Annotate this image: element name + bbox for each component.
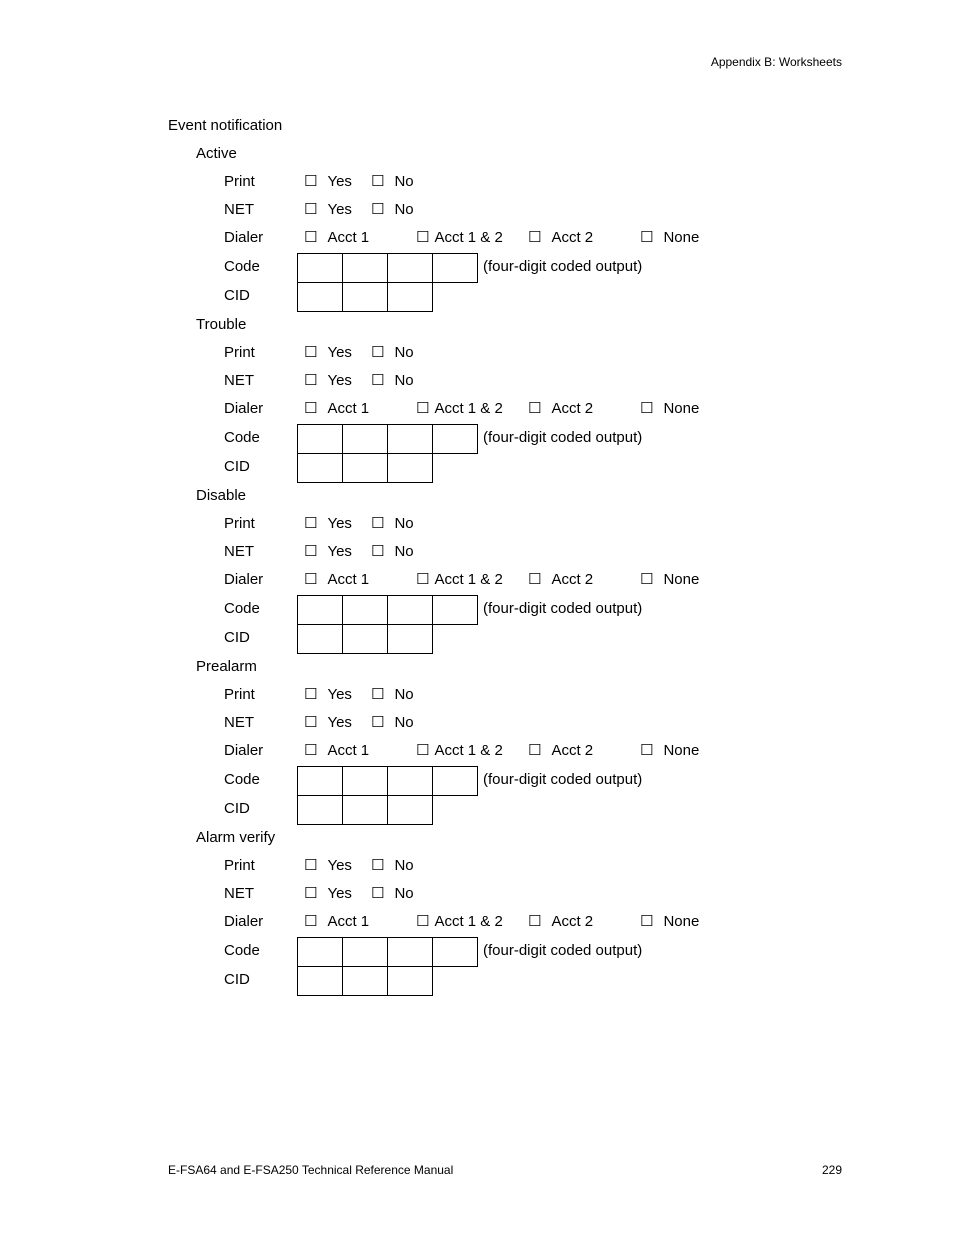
dialer-label: Dialer	[224, 742, 264, 759]
checkbox-icon: ☐	[371, 372, 385, 389]
net-no-option[interactable]	[371, 714, 414, 732]
dialer-acct2-option[interactable]	[528, 913, 593, 931]
dialer-acct2-option[interactable]	[528, 571, 593, 589]
option-label: No	[394, 885, 414, 902]
net-yes-option[interactable]	[304, 372, 352, 390]
print-no-option[interactable]	[371, 857, 414, 875]
dialer-row	[0, 907, 954, 935]
print-no-option[interactable]	[371, 344, 414, 362]
code-note: (four-digit coded output)	[483, 429, 643, 446]
dialer-acct12-option[interactable]	[416, 742, 503, 760]
dialer-acct2-option[interactable]	[528, 229, 593, 247]
cid-label: CID	[224, 458, 250, 475]
dialer-acct12-option[interactable]	[416, 229, 503, 247]
print-row	[0, 509, 954, 537]
cid-digit-cell[interactable]	[387, 282, 433, 312]
cid-cells	[297, 624, 433, 654]
code-cells	[297, 766, 478, 796]
event-section-prealarm	[0, 652, 954, 823]
code-digit-cell[interactable]	[297, 937, 343, 967]
code-digit-cell[interactable]	[342, 937, 388, 967]
checkbox-icon: ☐	[304, 913, 318, 930]
code-digit-cell[interactable]	[432, 253, 478, 283]
checkbox-icon: ☐	[371, 173, 385, 190]
print-row	[0, 338, 954, 366]
print-no-option[interactable]	[371, 515, 414, 533]
net-row	[0, 537, 954, 565]
option-label: Acct 2	[551, 571, 594, 588]
print-no-option[interactable]	[371, 686, 414, 704]
code-label: Code	[224, 942, 260, 959]
code-cells	[297, 424, 478, 454]
option-label: Yes	[327, 173, 352, 190]
checkbox-icon: ☐	[640, 571, 654, 588]
dialer-acct12-option[interactable]	[416, 913, 503, 931]
cid-digit-cell[interactable]	[387, 453, 433, 483]
net-yes-option[interactable]	[304, 543, 352, 561]
page-number: 229	[821, 1163, 842, 1177]
checkbox-icon: ☐	[304, 515, 318, 532]
checkbox-icon: ☐	[304, 742, 318, 759]
dialer-acct2-option[interactable]	[528, 742, 593, 760]
code-digit-cell[interactable]	[297, 595, 343, 625]
cid-digit-cell[interactable]	[297, 624, 343, 654]
cid-cells	[297, 453, 433, 483]
option-label: None	[663, 913, 700, 930]
checkbox-icon: ☐	[528, 571, 542, 588]
option-label: None	[663, 400, 700, 417]
print-no-option[interactable]	[371, 173, 414, 191]
checkbox-icon: ☐	[304, 857, 318, 874]
checkbox-icon: ☐	[528, 400, 542, 417]
footer-manual-title: E-FSA64 and E-FSA250 Technical Reference Manual	[168, 1163, 454, 1177]
net-yes-option[interactable]	[304, 885, 352, 903]
code-row	[0, 424, 954, 452]
cid-digit-cell[interactable]	[387, 624, 433, 654]
page-title: Event notification	[168, 117, 283, 134]
cid-digit-cell[interactable]	[387, 966, 433, 996]
section-label: Prealarm	[196, 658, 257, 675]
option-label: Yes	[327, 857, 352, 874]
option-label: No	[394, 372, 414, 389]
checkbox-icon: ☐	[371, 515, 385, 532]
print-yes-option[interactable]	[304, 173, 352, 191]
event-section-disable	[0, 481, 954, 652]
option-label: Acct 1 & 2	[434, 400, 503, 417]
event-section-alarm-verify	[0, 823, 954, 994]
net-row	[0, 879, 954, 907]
option-label: Acct 2	[551, 229, 594, 246]
checkbox-icon: ☐	[304, 714, 318, 731]
code-digit-cell[interactable]	[342, 766, 388, 796]
checkbox-icon: ☐	[304, 372, 318, 389]
checkbox-icon: ☐	[640, 742, 654, 759]
code-label: Code	[224, 771, 260, 788]
event-section-trouble	[0, 310, 954, 481]
net-label: NET	[224, 372, 254, 389]
option-label: Acct 2	[551, 913, 594, 930]
code-digit-cell[interactable]	[432, 766, 478, 796]
code-digit-cell[interactable]	[387, 253, 433, 283]
net-no-option[interactable]	[371, 543, 414, 561]
option-label: Acct 1	[327, 229, 370, 246]
code-cells	[297, 253, 478, 283]
checkbox-icon: ☐	[416, 742, 430, 759]
option-label: Yes	[327, 372, 352, 389]
option-label: No	[394, 686, 414, 703]
dialer-row	[0, 565, 954, 593]
dialer-acct12-option[interactable]	[416, 400, 503, 418]
option-label: None	[663, 229, 700, 246]
net-yes-option[interactable]	[304, 201, 352, 219]
cid-digit-cell[interactable]	[297, 453, 343, 483]
option-label: Acct 1 & 2	[434, 913, 503, 930]
code-row	[0, 937, 954, 965]
code-label: Code	[224, 600, 260, 617]
dialer-row	[0, 223, 954, 251]
cid-digit-cell[interactable]	[297, 282, 343, 312]
checkbox-icon: ☐	[371, 543, 385, 560]
checkbox-icon: ☐	[304, 173, 318, 190]
dialer-acct2-option[interactable]	[528, 400, 593, 418]
print-yes-option[interactable]	[304, 857, 352, 875]
dialer-none-option[interactable]	[640, 913, 699, 931]
section-label: Active	[196, 145, 237, 162]
print-yes-option[interactable]	[304, 686, 352, 704]
print-row	[0, 680, 954, 708]
cid-row	[0, 624, 954, 652]
dialer-acct1-option[interactable]	[304, 742, 369, 760]
cid-cells	[297, 282, 433, 312]
code-digit-cell[interactable]	[297, 424, 343, 454]
checkbox-icon: ☐	[304, 543, 318, 560]
cid-row	[0, 966, 954, 994]
option-label: Yes	[327, 543, 352, 560]
code-note: (four-digit coded output)	[483, 600, 643, 617]
checkbox-icon: ☐	[528, 742, 542, 759]
code-row	[0, 766, 954, 794]
option-label: No	[394, 201, 414, 218]
cid-row	[0, 795, 954, 823]
net-label: NET	[224, 543, 254, 560]
option-label: No	[394, 515, 414, 532]
code-cells	[297, 937, 478, 967]
section-label: Disable	[196, 487, 247, 504]
checkbox-icon: ☐	[416, 229, 430, 246]
dialer-acct1-option[interactable]	[304, 229, 369, 247]
option-label: Acct 1 & 2	[434, 742, 503, 759]
code-row	[0, 595, 954, 623]
checkbox-icon: ☐	[640, 913, 654, 930]
cid-digit-cell[interactable]	[342, 282, 388, 312]
print-label: Print	[224, 857, 255, 874]
checkbox-icon: ☐	[416, 400, 430, 417]
dialer-acct1-option[interactable]	[304, 400, 369, 418]
code-digit-cell[interactable]	[387, 424, 433, 454]
print-label: Print	[224, 344, 255, 361]
net-no-option[interactable]	[371, 201, 414, 219]
code-digit-cell[interactable]	[342, 424, 388, 454]
code-digit-cell[interactable]	[342, 253, 388, 283]
cid-label: CID	[224, 287, 250, 304]
section-label: Trouble	[196, 316, 247, 333]
code-digit-cell[interactable]	[387, 595, 433, 625]
dialer-label: Dialer	[224, 400, 264, 417]
net-label: NET	[224, 714, 254, 731]
code-digit-cell[interactable]	[432, 937, 478, 967]
cid-digit-cell[interactable]	[342, 453, 388, 483]
cid-digit-cell[interactable]	[297, 795, 343, 825]
section-label: Alarm verify	[196, 829, 276, 846]
print-row	[0, 167, 954, 195]
code-note: (four-digit coded output)	[483, 771, 643, 788]
print-label: Print	[224, 173, 255, 190]
dialer-row	[0, 736, 954, 764]
cid-label: CID	[224, 971, 250, 988]
code-row	[0, 253, 954, 281]
checkbox-icon: ☐	[371, 857, 385, 874]
print-label: Print	[224, 686, 255, 703]
code-digit-cell[interactable]	[297, 253, 343, 283]
net-no-option[interactable]	[371, 372, 414, 390]
cid-cells	[297, 966, 433, 996]
checkbox-icon: ☐	[304, 571, 318, 588]
dialer-label: Dialer	[224, 229, 264, 246]
checkbox-icon: ☐	[304, 229, 318, 246]
code-digit-cell[interactable]	[387, 937, 433, 967]
dialer-none-option[interactable]	[640, 742, 699, 760]
option-label: Acct 2	[551, 400, 594, 417]
dialer-label: Dialer	[224, 571, 264, 588]
dialer-none-option[interactable]	[640, 571, 699, 589]
code-note: (four-digit coded output)	[483, 258, 643, 275]
net-row	[0, 708, 954, 736]
dialer-label: Dialer	[224, 913, 264, 930]
code-digit-cell[interactable]	[297, 766, 343, 796]
net-no-option[interactable]	[371, 885, 414, 903]
checkbox-icon: ☐	[304, 885, 318, 902]
option-label: Yes	[327, 201, 352, 218]
print-label: Print	[224, 515, 255, 532]
page-header: Appendix B: Worksheets	[710, 55, 842, 69]
dialer-row	[0, 394, 954, 422]
cid-row	[0, 453, 954, 481]
option-label: Yes	[327, 515, 352, 532]
cid-digit-cell[interactable]	[297, 966, 343, 996]
cid-label: CID	[224, 800, 250, 817]
checkbox-icon: ☐	[371, 201, 385, 218]
cid-digit-cell[interactable]	[342, 624, 388, 654]
option-label: Yes	[327, 885, 352, 902]
option-label: No	[394, 543, 414, 560]
dialer-none-option[interactable]	[640, 400, 699, 418]
option-label: Acct 2	[551, 742, 594, 759]
option-label: Acct 1 & 2	[434, 229, 503, 246]
option-label: Acct 1	[327, 400, 370, 417]
option-label: No	[394, 714, 414, 731]
print-yes-option[interactable]	[304, 344, 352, 362]
checkbox-icon: ☐	[640, 400, 654, 417]
option-label: Acct 1 & 2	[434, 571, 503, 588]
print-row	[0, 851, 954, 879]
event-section-active	[0, 139, 954, 310]
code-cells	[297, 595, 478, 625]
net-label: NET	[224, 885, 254, 902]
checkbox-icon: ☐	[640, 229, 654, 246]
checkbox-icon: ☐	[304, 400, 318, 417]
cid-digit-cell[interactable]	[342, 966, 388, 996]
checkbox-icon: ☐	[416, 571, 430, 588]
option-label: No	[394, 344, 414, 361]
net-row	[0, 195, 954, 223]
option-label: Acct 1	[327, 742, 370, 759]
option-label: Acct 1	[327, 571, 370, 588]
code-label: Code	[224, 258, 260, 275]
checkbox-icon: ☐	[371, 714, 385, 731]
cid-row	[0, 282, 954, 310]
checkbox-icon: ☐	[304, 686, 318, 703]
checkbox-icon: ☐	[416, 913, 430, 930]
checkbox-icon: ☐	[304, 344, 318, 361]
net-yes-option[interactable]	[304, 714, 352, 732]
net-label: NET	[224, 201, 254, 218]
code-digit-cell[interactable]	[387, 766, 433, 796]
net-row	[0, 366, 954, 394]
code-digit-cell[interactable]	[432, 595, 478, 625]
option-label: Yes	[327, 714, 352, 731]
worksheet-sections	[0, 139, 954, 994]
dialer-acct1-option[interactable]	[304, 913, 369, 931]
option-label: None	[663, 571, 700, 588]
cid-digit-cell[interactable]	[342, 795, 388, 825]
cid-digit-cell[interactable]	[387, 795, 433, 825]
option-label: No	[394, 173, 414, 190]
code-label: Code	[224, 429, 260, 446]
option-label: No	[394, 857, 414, 874]
checkbox-icon: ☐	[371, 885, 385, 902]
dialer-none-option[interactable]	[640, 229, 699, 247]
cid-label: CID	[224, 629, 250, 646]
dialer-acct12-option[interactable]	[416, 571, 503, 589]
checkbox-icon: ☐	[528, 913, 542, 930]
cid-cells	[297, 795, 433, 825]
dialer-acct1-option[interactable]	[304, 571, 369, 589]
code-digit-cell[interactable]	[432, 424, 478, 454]
checkbox-icon: ☐	[371, 344, 385, 361]
checkbox-icon: ☐	[528, 229, 542, 246]
code-note: (four-digit coded output)	[483, 942, 643, 959]
option-label: Yes	[327, 344, 352, 361]
checkbox-icon: ☐	[371, 686, 385, 703]
option-label: Acct 1	[327, 913, 370, 930]
print-yes-option[interactable]	[304, 515, 352, 533]
checkbox-icon: ☐	[304, 201, 318, 218]
code-digit-cell[interactable]	[342, 595, 388, 625]
option-label: Yes	[327, 686, 352, 703]
option-label: None	[663, 742, 700, 759]
